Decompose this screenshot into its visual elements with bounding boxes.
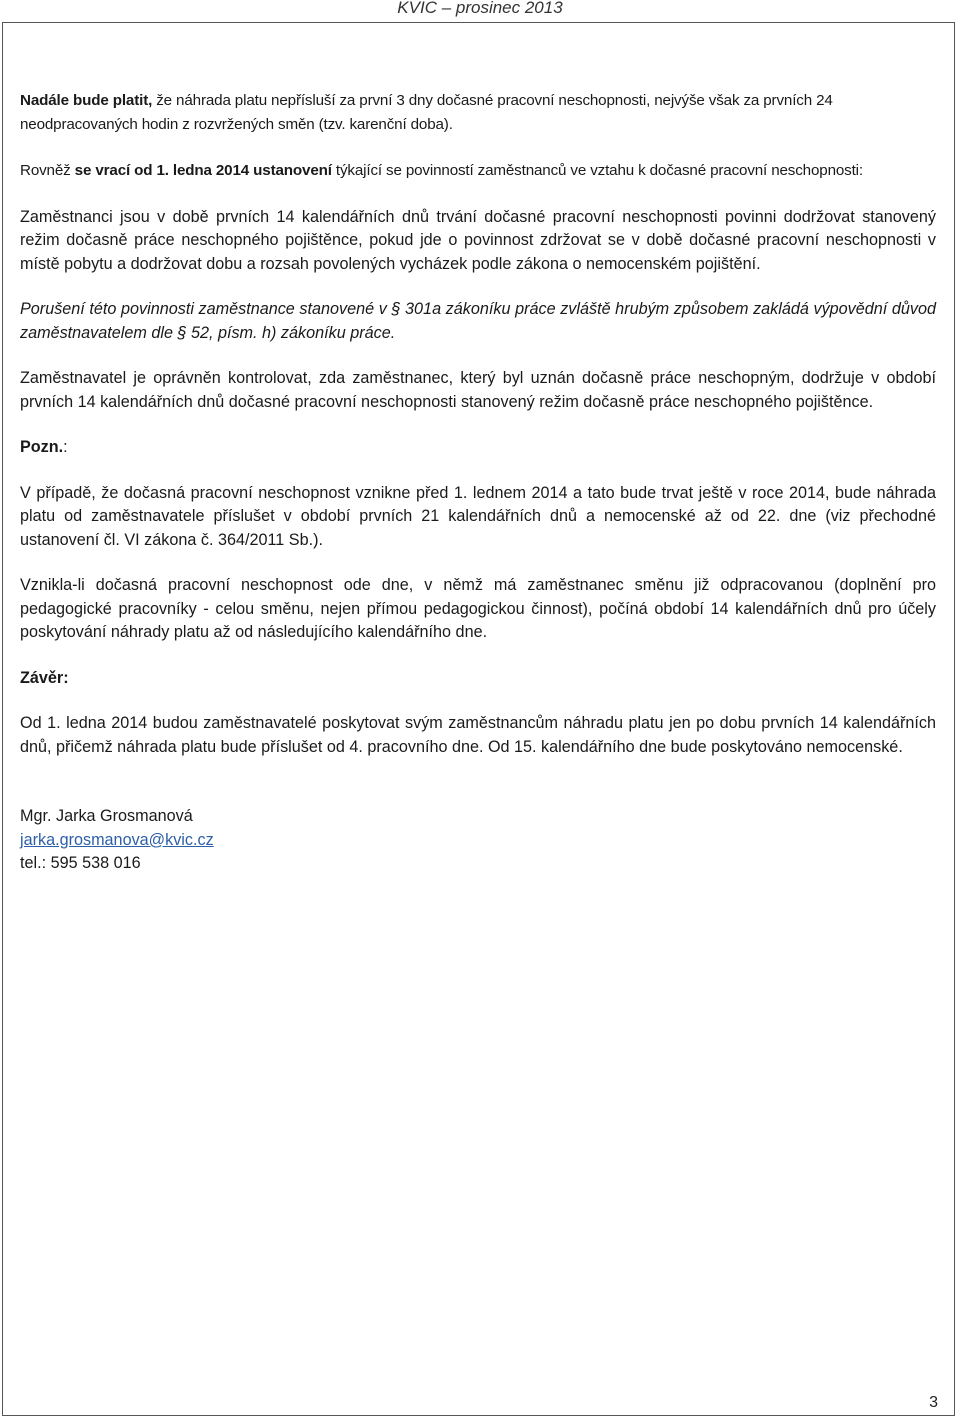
paragraph-povinnosti-zamestnancu: Zaměstnanci jsou v době prvních 14 kalendářních dnů trvání dočasné pracovní neschopnosti povinni dodržovat stanovený režim dočasně práce neschopného pojištěnce, pokud jde o povinnost zdržovat se v době dočasné pracovní neschopnosti v místě pobytu a dodržovat dobu a rozsah povolených vycházek podle zákona o nemocenském pojištění. xyxy=(20,207,936,273)
paragraph-vznikla-li: Vznikla-li dočasná pracovní neschopnost ode dne, v němž má zaměstnanec směnu již odpracovanou (doplnění pro pedagogické pracovníky - celou směnu, nejen přímou pedagogickou činnost), počíná období 14 kalendářních dnů pro účely poskytování náhrady platu až od následujícího kalendářního dne. xyxy=(20,576,936,641)
signature-phone: tel.: 595 538 016 xyxy=(20,854,141,872)
paragraph-zaver: Od 1. ledna 2014 budou zaměstnavatelé poskytovat svým zaměstnancům náhradu platu jen po dobu prvních 14 kalendářních dnů, přičemž náhrada platu bude příslušet od 4. pracovního dne. Od 15. kalendářního dne bude poskytováno nemocenské. xyxy=(20,714,936,756)
signature-email-line xyxy=(20,829,936,853)
paragraph-karencni-doba: Nadále bude platit, že náhrada platu nepřísluší za první 3 dny dočasné pracovní neschopnosti, nejvýše však za prvních 24 neodpracovaných hodin z rozvržených směn (tzv. karenční doba). xyxy=(20,92,833,133)
paragraph-prechodne: V případě, že dočasná pracovní neschopnost vznikne před 1. lednem 2014 a tato bude trvat ještě v roce 2014, bude náhrada platu od zaměstnavatele příslušet v období prvních 21 kalendářních dnů a nemocenské až od 22. dne (viz přechodné ustanovení čl. VI zákona č. 364/2011 Sb.). xyxy=(20,483,936,549)
signature-name: Mgr. Jarka Grosmanová xyxy=(20,807,193,825)
bold-lead: Nadále bude platit, xyxy=(20,92,153,109)
document-body xyxy=(20,89,936,876)
paragraph-poruseni: Porušení této povinnosti zaměstnance stanovené v § 301a zákoníku práce zvláště hrubým způsobem zakládá výpovědní důvod zaměstnavatelem dle § 52, písm. h) zákoníku práce. xyxy=(20,300,936,342)
paragraph-rovnez: Rovněž se vrací od 1. ledna 2014 ustanovení týkající se povinností zaměstnanců ve vztahu k dočasné pracovní neschopnosti: xyxy=(20,162,863,179)
page-number: 3 xyxy=(929,1394,938,1411)
email-link[interactable]: jarka.grosmanova@kvic.cz xyxy=(20,830,214,849)
paragraph-kontrola: Zaměstnavatel je oprávněn kontrolovat, zda zaměstnanec, který byl uznán dočasně práce neschopným, dodržuje v období prvních 14 kalendářních dnů dočasné pracovní neschopnosti stanovený režim dočasně práce neschopného pojištěnce. xyxy=(20,369,936,411)
page-header: KVIC – prosinec 2013 xyxy=(397,0,563,17)
zaver-heading: Závěr: xyxy=(20,668,69,687)
pozn-heading: Pozn.: xyxy=(20,438,68,456)
